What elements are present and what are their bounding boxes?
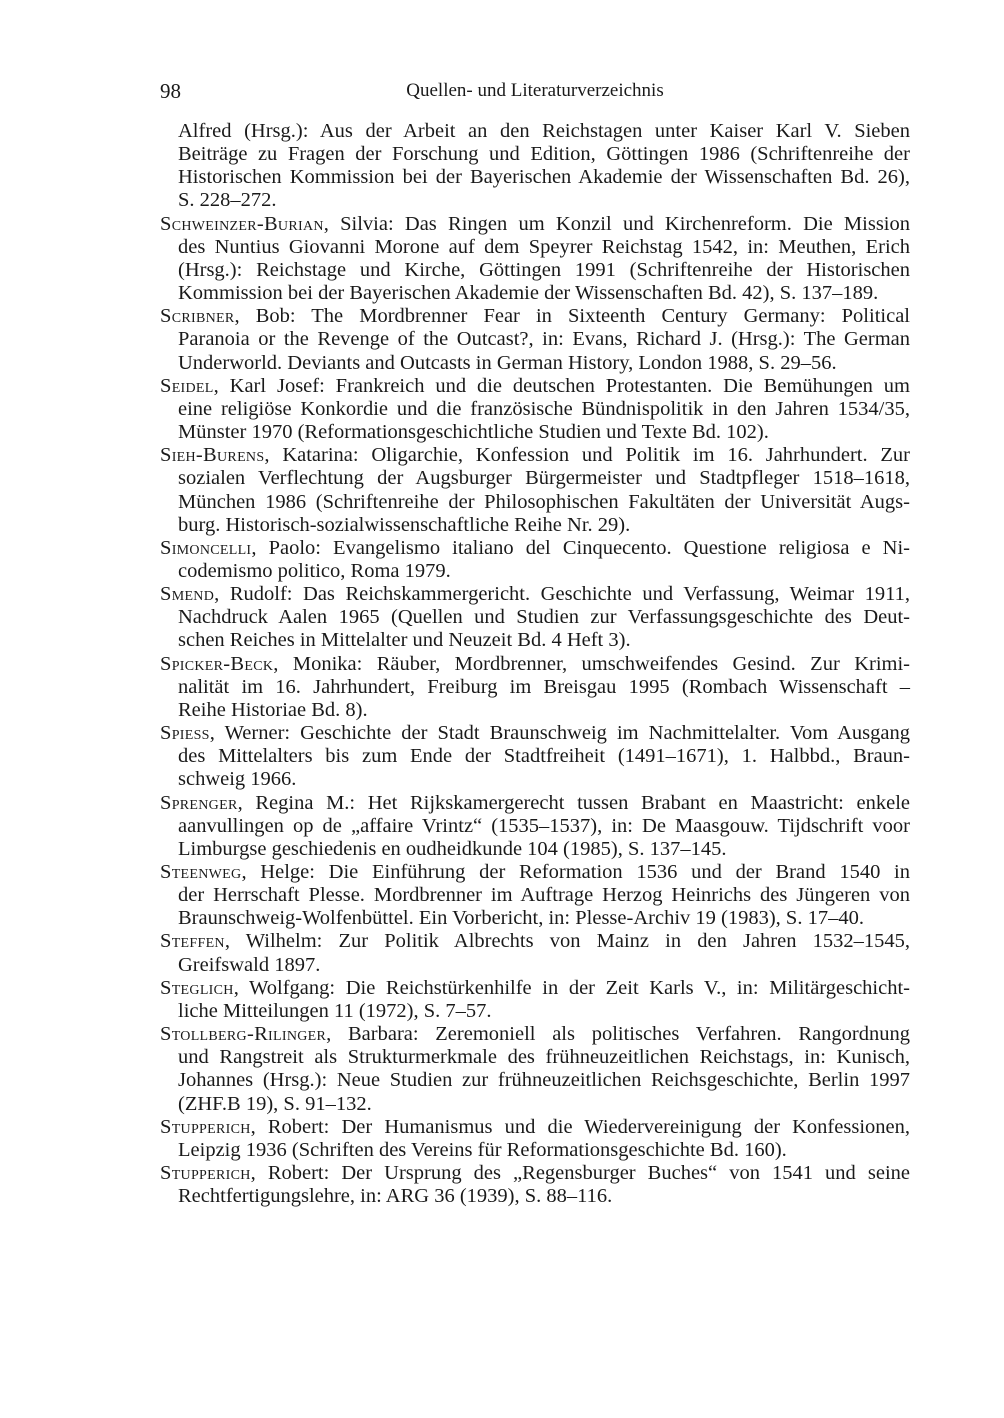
entry-line xyxy=(160,1162,910,1185)
entry-line xyxy=(160,143,910,166)
entry-line xyxy=(160,305,910,328)
entry-line xyxy=(160,166,910,189)
entry-text: eine religiöse Konkordie und die französische Bündnispolitik in den Jahren 1534/35, xyxy=(178,397,910,420)
entry-text: der Herrschaft Plesse. Mordbrenner im Auftrage Herzog Heinrichs des Jüngeren von xyxy=(178,884,910,907)
entry-line xyxy=(160,745,910,768)
entry-author: Stupperich xyxy=(160,1115,251,1138)
entry-text: Leipzig 1936 (Schriften des Vereins für Reformationsgeschichte Bd. 160). xyxy=(178,1138,787,1161)
entry-text: und Rangstreit als Strukturmerkmale des frühneuzeitlichen Reichstags, in: Kunisch, xyxy=(178,1046,910,1069)
entry-text: , Regina M.: Het Rijkskamergerecht tussen Brabant en Maastricht: enkele xyxy=(237,791,910,814)
entry-line xyxy=(160,491,910,514)
entry-line xyxy=(160,514,910,537)
entry-text: schweig 1966. xyxy=(178,768,297,791)
bibliography-entry xyxy=(160,722,910,791)
bibliography-entry xyxy=(160,444,910,537)
entry-line xyxy=(160,375,910,398)
entry-line xyxy=(160,398,910,421)
bibliography-entry xyxy=(160,861,910,930)
bibliography-entry xyxy=(160,537,910,583)
entry-line xyxy=(160,699,910,722)
entry-line xyxy=(160,838,910,861)
entry-text: schen Reiches in Mittelalter und Neuzeit Bd. 4 Heft 3). xyxy=(178,629,631,652)
entry-text: , Wolfgang: Die Reichstürkenhilfe in der Zeit Karls V., in: Militärgeschicht- xyxy=(233,976,910,999)
entry-text: , Silvia: Das Ringen um Konzil und Kirchenreform. Die Mission xyxy=(323,212,910,235)
entry-author: Schweinzer-Burian xyxy=(160,212,324,235)
entry-author: Steenweg xyxy=(160,861,242,883)
entry-text: sozialen Verflechtung der Augsburger Bürgermeister und Stadtpfleger 1518–1618, xyxy=(178,467,910,490)
entry-text: Kommission bei der Bayerischen Akademie der Wissenschaften Bd. 42), S. 137–189. xyxy=(178,282,879,305)
entry-text: codemismo politico, Roma 1979. xyxy=(178,559,451,582)
entry-author: Spicker-Beck xyxy=(160,652,274,675)
entry-text: Rechtfertigungslehre, in: ARG 36 (1939), S. 88–116. xyxy=(178,1185,613,1208)
entry-text: , Robert: Der Humanismus und die Wiedervereinigung der Konfessionen, xyxy=(250,1115,910,1138)
entry-text: , Karl Josef: Frankreich und die deutschen Protestanten. Die Bemühungen um xyxy=(213,374,910,397)
bibliography-entry xyxy=(160,1116,910,1162)
entry-line xyxy=(160,1046,910,1069)
entry-line xyxy=(160,861,910,884)
entry-text: , Robert: Der Ursprung des „Regensburger Buches“ von 1541 und seine xyxy=(250,1162,910,1185)
entry-text: , Werner: Geschichte der Stadt Braunschweig im Nachmittelalter. Vom Ausgang xyxy=(209,722,910,745)
entry-text: , Helge: Die Einführung der Reformation 1536 und der Brand 1540 in xyxy=(241,861,910,883)
entry-line xyxy=(160,328,910,351)
entry-text: aanvullingen op de „affaire Vrintz“ (1535–1537), in: De Maasgouw. Tijdschrift voor xyxy=(178,814,910,837)
entry-line xyxy=(160,352,910,375)
entry-line xyxy=(160,1069,910,1092)
entry-text: , Monika: Räuber, Mordbrenner, umschweifendes Gesind. Zur Krimi- xyxy=(273,652,910,675)
entry-line xyxy=(160,560,910,583)
entry-line xyxy=(160,213,910,236)
bibliography-entry xyxy=(160,930,910,976)
entry-text: (Hrsg.): Reichstage und Kirche, Göttingen 1991 (Schriftenreihe der Historischen xyxy=(178,258,910,281)
entry-line xyxy=(160,537,910,560)
entry-author: Stollberg-Rilinger xyxy=(160,1023,327,1046)
entry-text: des Mittelalters bis zum Ende der Stadtfreiheit (1491–1671), 1. Halbbd., Braun- xyxy=(178,745,910,768)
entry-line xyxy=(160,1093,910,1116)
bibliography-entry xyxy=(160,1023,910,1116)
entry-line xyxy=(160,792,910,815)
entry-line xyxy=(160,1023,910,1046)
entry-text: S. 228–272. xyxy=(178,189,277,212)
entry-line xyxy=(160,120,910,143)
bibliography-entry xyxy=(160,653,910,722)
bibliography-entry xyxy=(160,1162,910,1208)
entry-line xyxy=(160,815,910,838)
entry-text: (ZHF.B 19), S. 91–132. xyxy=(178,1092,372,1115)
entry-text: , Rudolf: Das Reichskammergericht. Geschichte und Verfassung, Weimar 1911, xyxy=(214,583,910,606)
entry-line xyxy=(160,722,910,745)
entry-author: Steglich xyxy=(160,976,234,999)
running-title: Quellen- und Literaturverzeichnis xyxy=(406,80,664,101)
entry-line xyxy=(160,467,910,490)
entry-text: Historischen Kommission bei der Bayerischen Akademie der Wissenschaften Bd. 26), xyxy=(178,166,910,189)
entry-text: , Bob: The Mordbrenner Fear in Sixteenth Century Germany: Political xyxy=(234,305,910,328)
entry-text: Greifswald 1897. xyxy=(178,953,321,976)
entry-text: , Katarina: Oligarchie, Konfession und Politik im 16. Jahrhundert. Zur xyxy=(264,444,910,467)
entry-line xyxy=(160,583,910,606)
bibliography-entry xyxy=(160,583,910,652)
entry-text: des Nuntius Giovanni Morone auf dem Speyrer Reichstag 1542, in: Meuthen, Erich xyxy=(178,235,910,258)
entry-line xyxy=(160,653,910,676)
entry-text: liche Mitteilungen 11 (1972), S. 7–57. xyxy=(178,999,492,1022)
entry-text: burg. Historisch-sozialwissenschaftliche Reihe Nr. 29). xyxy=(178,513,631,536)
entry-author: Steffen xyxy=(160,930,225,953)
entry-line xyxy=(160,1185,910,1208)
entry-line xyxy=(160,1116,910,1139)
bibliography-entry xyxy=(160,305,910,374)
entry-text: Paranoia or the Revenge of the Outcast?, in: Evans, Richard J. (Hrsg.): The German xyxy=(178,328,910,351)
entry-text: nalität im 16. Jahrhundert, Freiburg im Breisgau 1995 (Rombach Wissenschaft – xyxy=(178,675,910,698)
entry-line xyxy=(160,606,910,629)
entry-line xyxy=(160,421,910,444)
entry-text: Münster 1970 (Reformationsgeschichtliche Studien und Texte Bd. 102). xyxy=(178,421,769,444)
entry-author: Sieh-Burens xyxy=(160,444,265,467)
bibliography-entry xyxy=(160,120,910,213)
entry-text: , Wilhelm: Zur Politik Albrechts von Mainz in den Jahren 1532–1545, xyxy=(224,930,910,953)
entry-line xyxy=(160,629,910,652)
page-number: 98 xyxy=(160,79,181,103)
bibliography-entry xyxy=(160,977,910,1023)
bibliography-list xyxy=(160,120,910,1208)
entry-line xyxy=(160,259,910,282)
entry-author: Spiess xyxy=(160,722,210,745)
entry-line xyxy=(160,236,910,259)
entry-text: Nachdruck Aalen 1965 (Quellen und Studien zur Verfassungsgeschichte des Deut- xyxy=(178,606,910,629)
entry-text: Alfred (Hrsg.): Aus der Arbeit an den Reichstagen unter Kaiser Karl V. Sieben xyxy=(178,120,910,142)
entry-text: Underworld. Deviants and Outcasts in German History, London 1988, S. 29–56. xyxy=(178,351,837,374)
bibliography-entry xyxy=(160,792,910,861)
entry-author: Stupperich xyxy=(160,1162,251,1185)
entry-line xyxy=(160,1139,910,1162)
entry-line xyxy=(160,676,910,699)
entry-author: Simoncelli xyxy=(160,536,252,559)
entry-text: Limburgse geschiedenis en oudheidkunde 104 (1985), S. 137–145. xyxy=(178,837,727,860)
entry-line xyxy=(160,954,910,977)
entry-author: Smend xyxy=(160,583,215,606)
entry-text: , Barbara: Zeremoniell als politisches Verfahren. Rangordnung xyxy=(326,1023,910,1046)
entry-text: München 1986 (Schriftenreihe der Philosophischen Fakultäten der Universität Augs- xyxy=(178,490,910,513)
entry-text: Braunschweig-Wolfenbüttel. Ein Vorbericht, in: Plesse-Archiv 19 (1983), S. 17–40. xyxy=(178,907,864,930)
entry-line xyxy=(160,189,910,212)
bibliography-entry xyxy=(160,213,910,306)
entry-line xyxy=(160,444,910,467)
entry-author: Scribner xyxy=(160,305,235,328)
entry-text: Reihe Historiae Bd. 8). xyxy=(178,698,368,721)
entry-line xyxy=(160,768,910,791)
entry-text: , Paolo: Evangelismo italiano del Cinquecento. Questione religiosa e Ni- xyxy=(251,536,910,559)
bibliography-entry xyxy=(160,375,910,444)
entry-author: Sprenger xyxy=(160,791,238,814)
entry-line xyxy=(160,930,910,953)
entry-line xyxy=(160,907,910,930)
entry-line xyxy=(160,884,910,907)
entry-text: Beiträge zu Fragen der Forschung und Edition, Göttingen 1986 (Schriftenreihe der xyxy=(178,143,910,166)
entry-line xyxy=(160,282,910,305)
entry-text: Johannes (Hrsg.): Neue Studien zur frühneuzeitlichen Reichsgeschichte, Berlin 1997 xyxy=(178,1069,910,1092)
entry-author: Seidel xyxy=(160,374,214,397)
entry-line xyxy=(160,1000,910,1023)
entry-line xyxy=(160,977,910,1000)
